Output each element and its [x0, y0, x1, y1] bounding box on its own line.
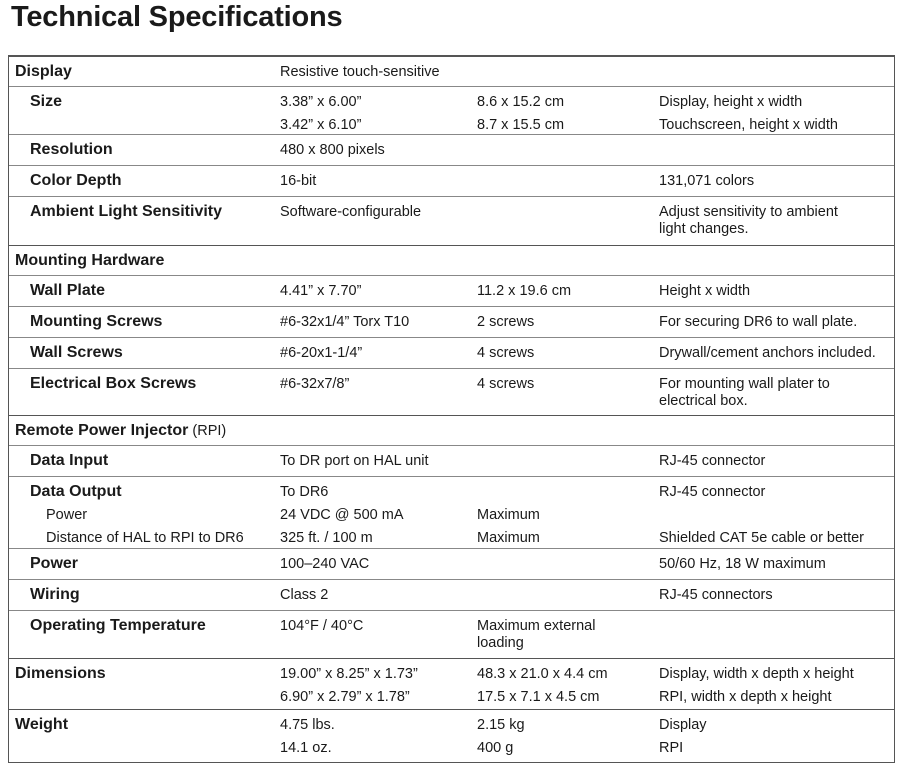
spec-note: RPI, width x depth x height: [659, 689, 832, 705]
spec-value: To DR port on HAL unit: [280, 453, 429, 469]
spec-label-text: Operating Temperature: [30, 617, 206, 634]
spec-label-text: Electrical Box Screws: [30, 375, 197, 392]
spec-value: 3.42” x 6.10”: [280, 117, 362, 133]
spec-note: 131,071 colors: [659, 173, 755, 189]
spec-value: #6-32x1/4” Torx T10: [280, 314, 410, 330]
spec-label: [30, 555, 78, 572]
spec-row-data-input: [9, 445, 894, 476]
spec-label-text: Mounting Screws: [30, 313, 163, 330]
spec-row-weight: [9, 709, 894, 762]
spec-note: For securing DR6 to wall plate.: [659, 314, 858, 330]
spec-note: Height x width: [659, 283, 751, 299]
spec-label: [15, 63, 72, 80]
spec-value: #6-32x7/8”: [280, 376, 350, 392]
spec-sublabel: Power: [46, 507, 88, 523]
spec-note: Drywall/cement anchors included.: [659, 345, 876, 361]
spec-note: RJ-45 connectors: [659, 587, 773, 603]
spec-value: To DR6: [280, 484, 329, 500]
spec-metric: 4 screws: [477, 345, 535, 361]
spec-value: #6-20x1-1/4”: [280, 345, 363, 361]
spec-label: [15, 422, 226, 440]
spec-note: RJ-45 connector: [659, 453, 766, 469]
spec-row-color-depth: [9, 165, 894, 196]
spec-metric: 8.6 x 15.2 cm: [477, 94, 565, 110]
spec-value: 325 ft. / 100 m: [280, 530, 373, 546]
spec-row-size: [9, 86, 894, 134]
spec-note: Shielded CAT 5e cable or better: [659, 530, 865, 546]
spec-label: [30, 141, 113, 158]
spec-note: Display, width x depth x height: [659, 666, 854, 682]
specifications-table: [8, 55, 895, 763]
spec-label-text: Mounting Hardware: [15, 252, 165, 269]
spec-metric: 400 g: [477, 740, 514, 756]
spec-metric: 17.5 x 7.1 x 4.5 cm: [477, 689, 600, 705]
spec-value: 24 VDC @ 500 mA: [280, 507, 404, 523]
spec-value: 480 x 800 pixels: [280, 142, 385, 158]
spec-note: 50/60 Hz, 18 W maximum: [659, 556, 826, 572]
spec-value: Class 2: [280, 587, 329, 603]
spec-row-power: [9, 548, 894, 579]
spec-row-wall-screws: [9, 337, 894, 368]
spec-row-resolution: [9, 134, 894, 165]
spec-metric: 4 screws: [477, 376, 535, 392]
spec-metric: 2 screws: [477, 314, 535, 330]
spec-label-text: Weight: [15, 716, 69, 733]
spec-label: [30, 483, 122, 500]
spec-metric: Maximum: [477, 507, 540, 523]
spec-label-text: Ambient Light Sensitivity: [30, 203, 223, 220]
spec-label-text: Data Output: [30, 483, 122, 500]
spec-label-text: Color Depth: [30, 172, 122, 189]
spec-value: 19.00” x 8.25” x 1.73”: [280, 666, 418, 682]
spec-row-display: [9, 56, 894, 86]
spec-label: [30, 344, 123, 361]
spec-label-text: Wiring: [30, 586, 80, 603]
spec-row-operating-temperature: [9, 610, 894, 658]
spec-row-wall-plate: [9, 275, 894, 306]
spec-row-mounting-screws: [9, 306, 894, 337]
spec-label: [30, 203, 222, 220]
spec-value: 104°F / 40°C: [280, 618, 364, 634]
spec-metric: 2.15 kg: [477, 717, 525, 733]
spec-value: 6.90” x 2.79” x 1.78”: [280, 689, 410, 705]
spec-value: 100–240 VAC: [280, 556, 370, 572]
spec-value: Software-configurable: [280, 204, 422, 220]
spec-label: [15, 716, 68, 733]
spec-note: For mounting wall plater to: [659, 376, 830, 392]
spec-row-wiring: [9, 579, 894, 610]
spec-label: [30, 617, 206, 634]
spec-metric: Maximum external: [477, 618, 596, 634]
spec-row-remote-power-injector: [9, 415, 894, 445]
spec-metric: Maximum: [477, 530, 540, 546]
spec-label: [30, 282, 105, 299]
spec-label-text: Resolution: [30, 141, 113, 158]
spec-metric: loading: [477, 635, 524, 651]
spec-note: RJ-45 connector: [659, 484, 766, 500]
spec-sublabel: Distance of HAL to RPI to DR6: [46, 530, 244, 546]
spec-label-text: Wall Screws: [30, 344, 123, 361]
spec-metric: 48.3 x 21.0 x 4.4 cm: [477, 666, 608, 682]
spec-note: electrical box.: [659, 393, 748, 409]
spec-value: 4.75 lbs.: [280, 717, 335, 733]
spec-label: [30, 93, 62, 110]
spec-label-text: Dimensions: [15, 665, 106, 682]
spec-value: 4.41” x 7.70”: [280, 283, 362, 299]
spec-note: Adjust sensitivity to ambient: [659, 204, 838, 220]
spec-row-ambient-light-sensitivity: [9, 196, 894, 245]
spec-label-note: (RPI): [188, 423, 227, 439]
spec-row-dimensions: [9, 658, 894, 709]
spec-label: [15, 665, 106, 682]
spec-label: [30, 375, 196, 392]
spec-value: Resistive touch-sensitive: [280, 64, 440, 80]
spec-metric: 11.2 x 19.6 cm: [477, 283, 572, 299]
spec-row-data-output: [9, 476, 894, 548]
spec-label-text: Power: [30, 555, 79, 572]
spec-label-text: Size: [30, 93, 63, 110]
spec-note: Touchscreen, height x width: [659, 117, 838, 133]
spec-note: Display, height x width: [659, 94, 803, 110]
spec-row-mounting-hardware: [9, 245, 894, 275]
spec-label-text: Display: [15, 63, 72, 80]
spec-value: 3.38” x 6.00”: [280, 94, 362, 110]
page-title: Technical Specifications: [11, 1, 343, 33]
spec-label: [30, 586, 80, 603]
spec-label: [15, 252, 164, 269]
spec-value: 14.1 oz.: [280, 740, 332, 756]
spec-label: [30, 172, 122, 189]
spec-note: RPI: [659, 740, 684, 756]
spec-note: light changes.: [659, 221, 749, 237]
spec-label: [30, 452, 108, 469]
spec-label-text: Data Input: [30, 452, 109, 469]
spec-label: [30, 313, 162, 330]
spec-value: 16-bit: [280, 173, 317, 189]
spec-note: Display: [659, 717, 707, 733]
spec-label-text: Wall Plate: [30, 282, 105, 299]
spec-row-electrical-box-screws: [9, 368, 894, 415]
spec-label-text: Remote Power Injector: [15, 422, 189, 439]
spec-metric: 8.7 x 15.5 cm: [477, 117, 565, 133]
